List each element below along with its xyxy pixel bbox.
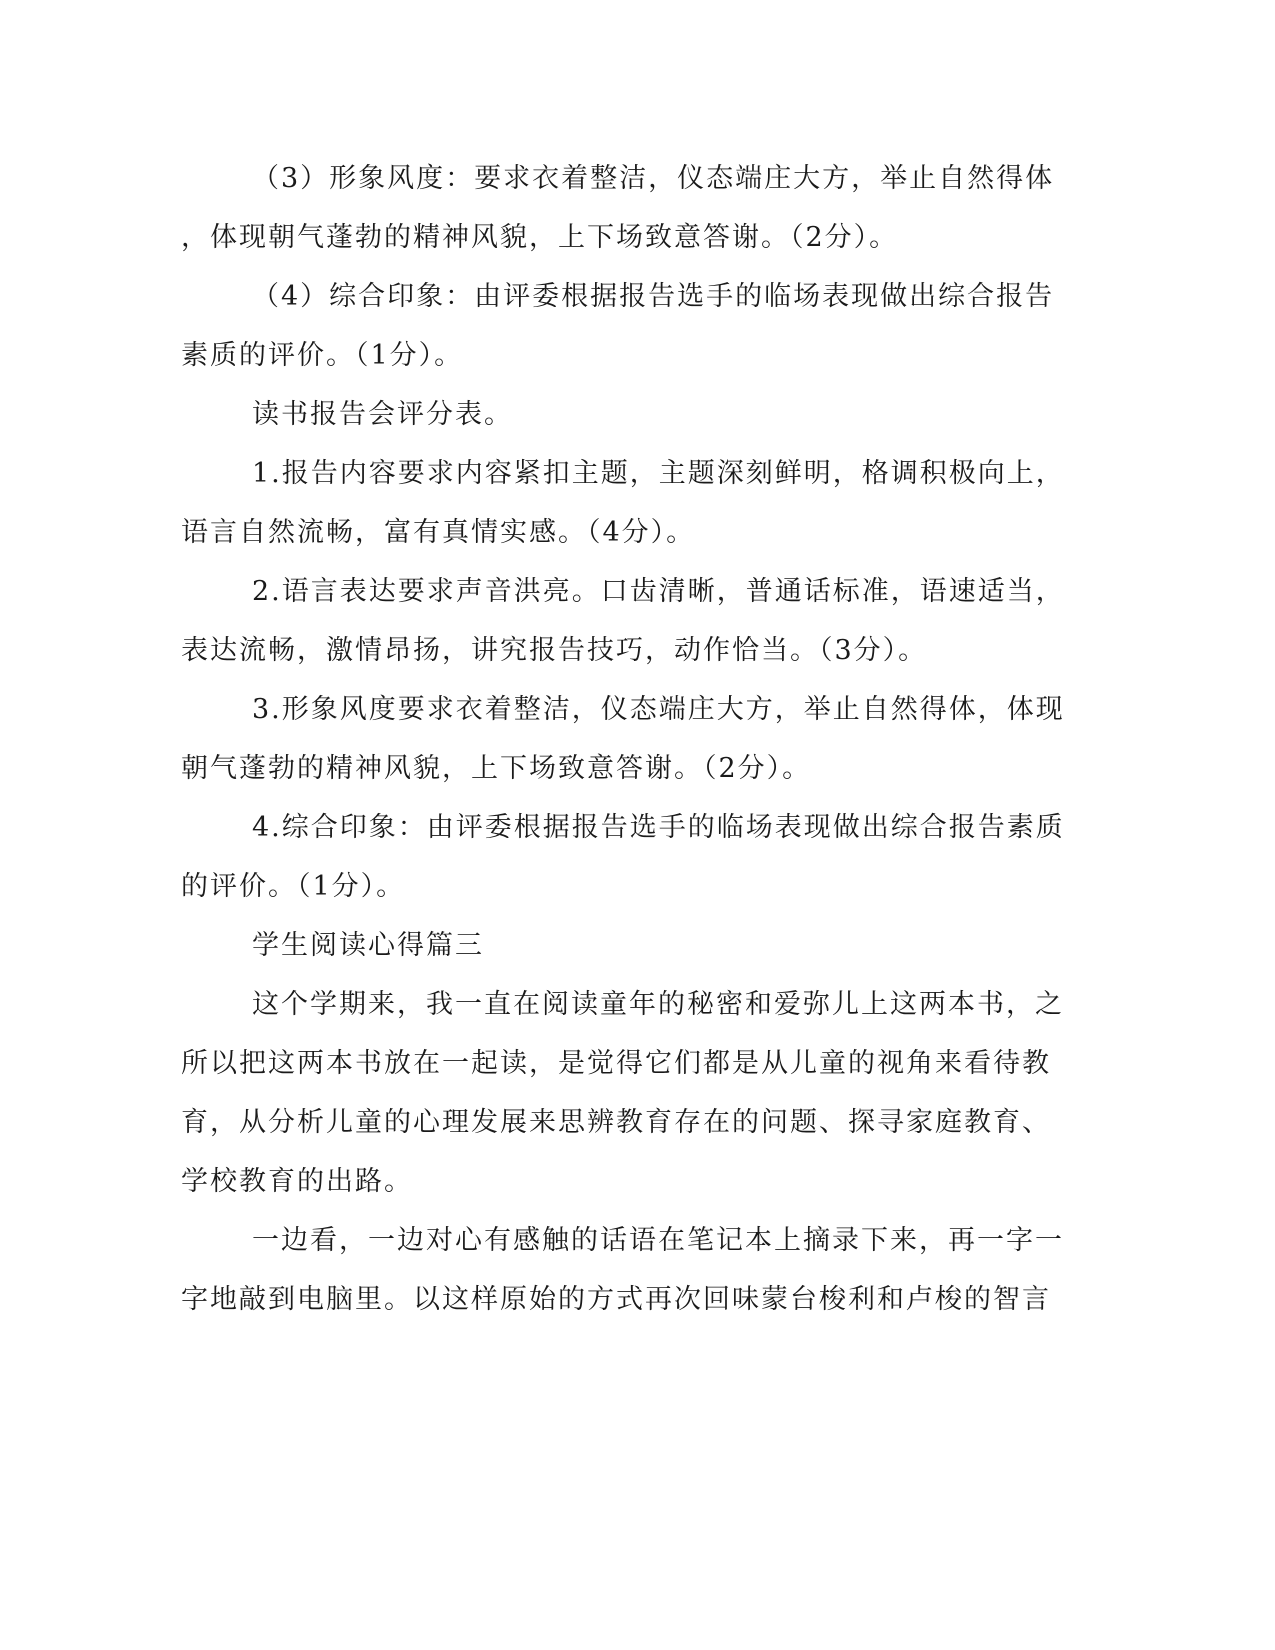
section-heading: 读书报告会评分表。 <box>252 399 513 430</box>
text-line: 1.报告内容要求内容紧扣主题，主题深刻鲜明，格调积极向上， <box>252 458 1065 489</box>
text-line: （4）综合印象：由评委根据报告选手的临场表现做出综合报告 <box>252 281 1055 312</box>
text-line: 所以把这两本书放在一起读，是觉得它们都是从儿童的视角来看待教 <box>181 1048 1051 1079</box>
section-heading: 学生阅读心得篇三 <box>252 930 484 961</box>
text-line: 这个学期来，我一直在阅读童年的秘密和爱弥儿上这两本书，之 <box>252 989 1064 1020</box>
text-line: 表达流畅，激情昂扬，讲究报告技巧，动作恰当。（3分）。 <box>181 635 928 666</box>
text-line: （3）形象风度：要求衣着整洁，仪态端庄大方，举止自然得体 <box>252 163 1055 194</box>
text-line: 素质的评价。（1分）。 <box>181 340 464 371</box>
text-line: 育，从分析儿童的心理发展来思辨教育存在的问题、探寻家庭教育、 <box>181 1107 1051 1138</box>
text-line: 3.形象风度要求衣着整洁，仪态端庄大方，举止自然得体，体现 <box>252 694 1065 725</box>
text-line: 2.语言表达要求声音洪亮。口齿清晰，普通话标准，语速适当， <box>252 576 1065 607</box>
text-line: 字地敲到电脑里。以这样原始的方式再次回味蒙台梭利和卢梭的智言 <box>181 1284 1051 1315</box>
text-line: 的评价。（1分）。 <box>181 871 406 902</box>
text-line: 一边看，一边对心有感触的话语在笔记本上摘录下来，再一字一 <box>252 1225 1064 1256</box>
text-line: 学校教育的出路。 <box>181 1166 413 1197</box>
text-line: 朝气蓬勃的精神风貌，上下场致意答谢。（2分）。 <box>181 753 812 784</box>
text-line: 语言自然流畅，富有真情实感。（4分）。 <box>181 517 696 548</box>
text-line: 4.综合印象：由评委根据报告选手的临场表现做出综合报告素质 <box>252 812 1065 843</box>
text-line: ，体现朝气蓬勃的精神风貌，上下场致意答谢。（2分）。 <box>181 222 899 253</box>
